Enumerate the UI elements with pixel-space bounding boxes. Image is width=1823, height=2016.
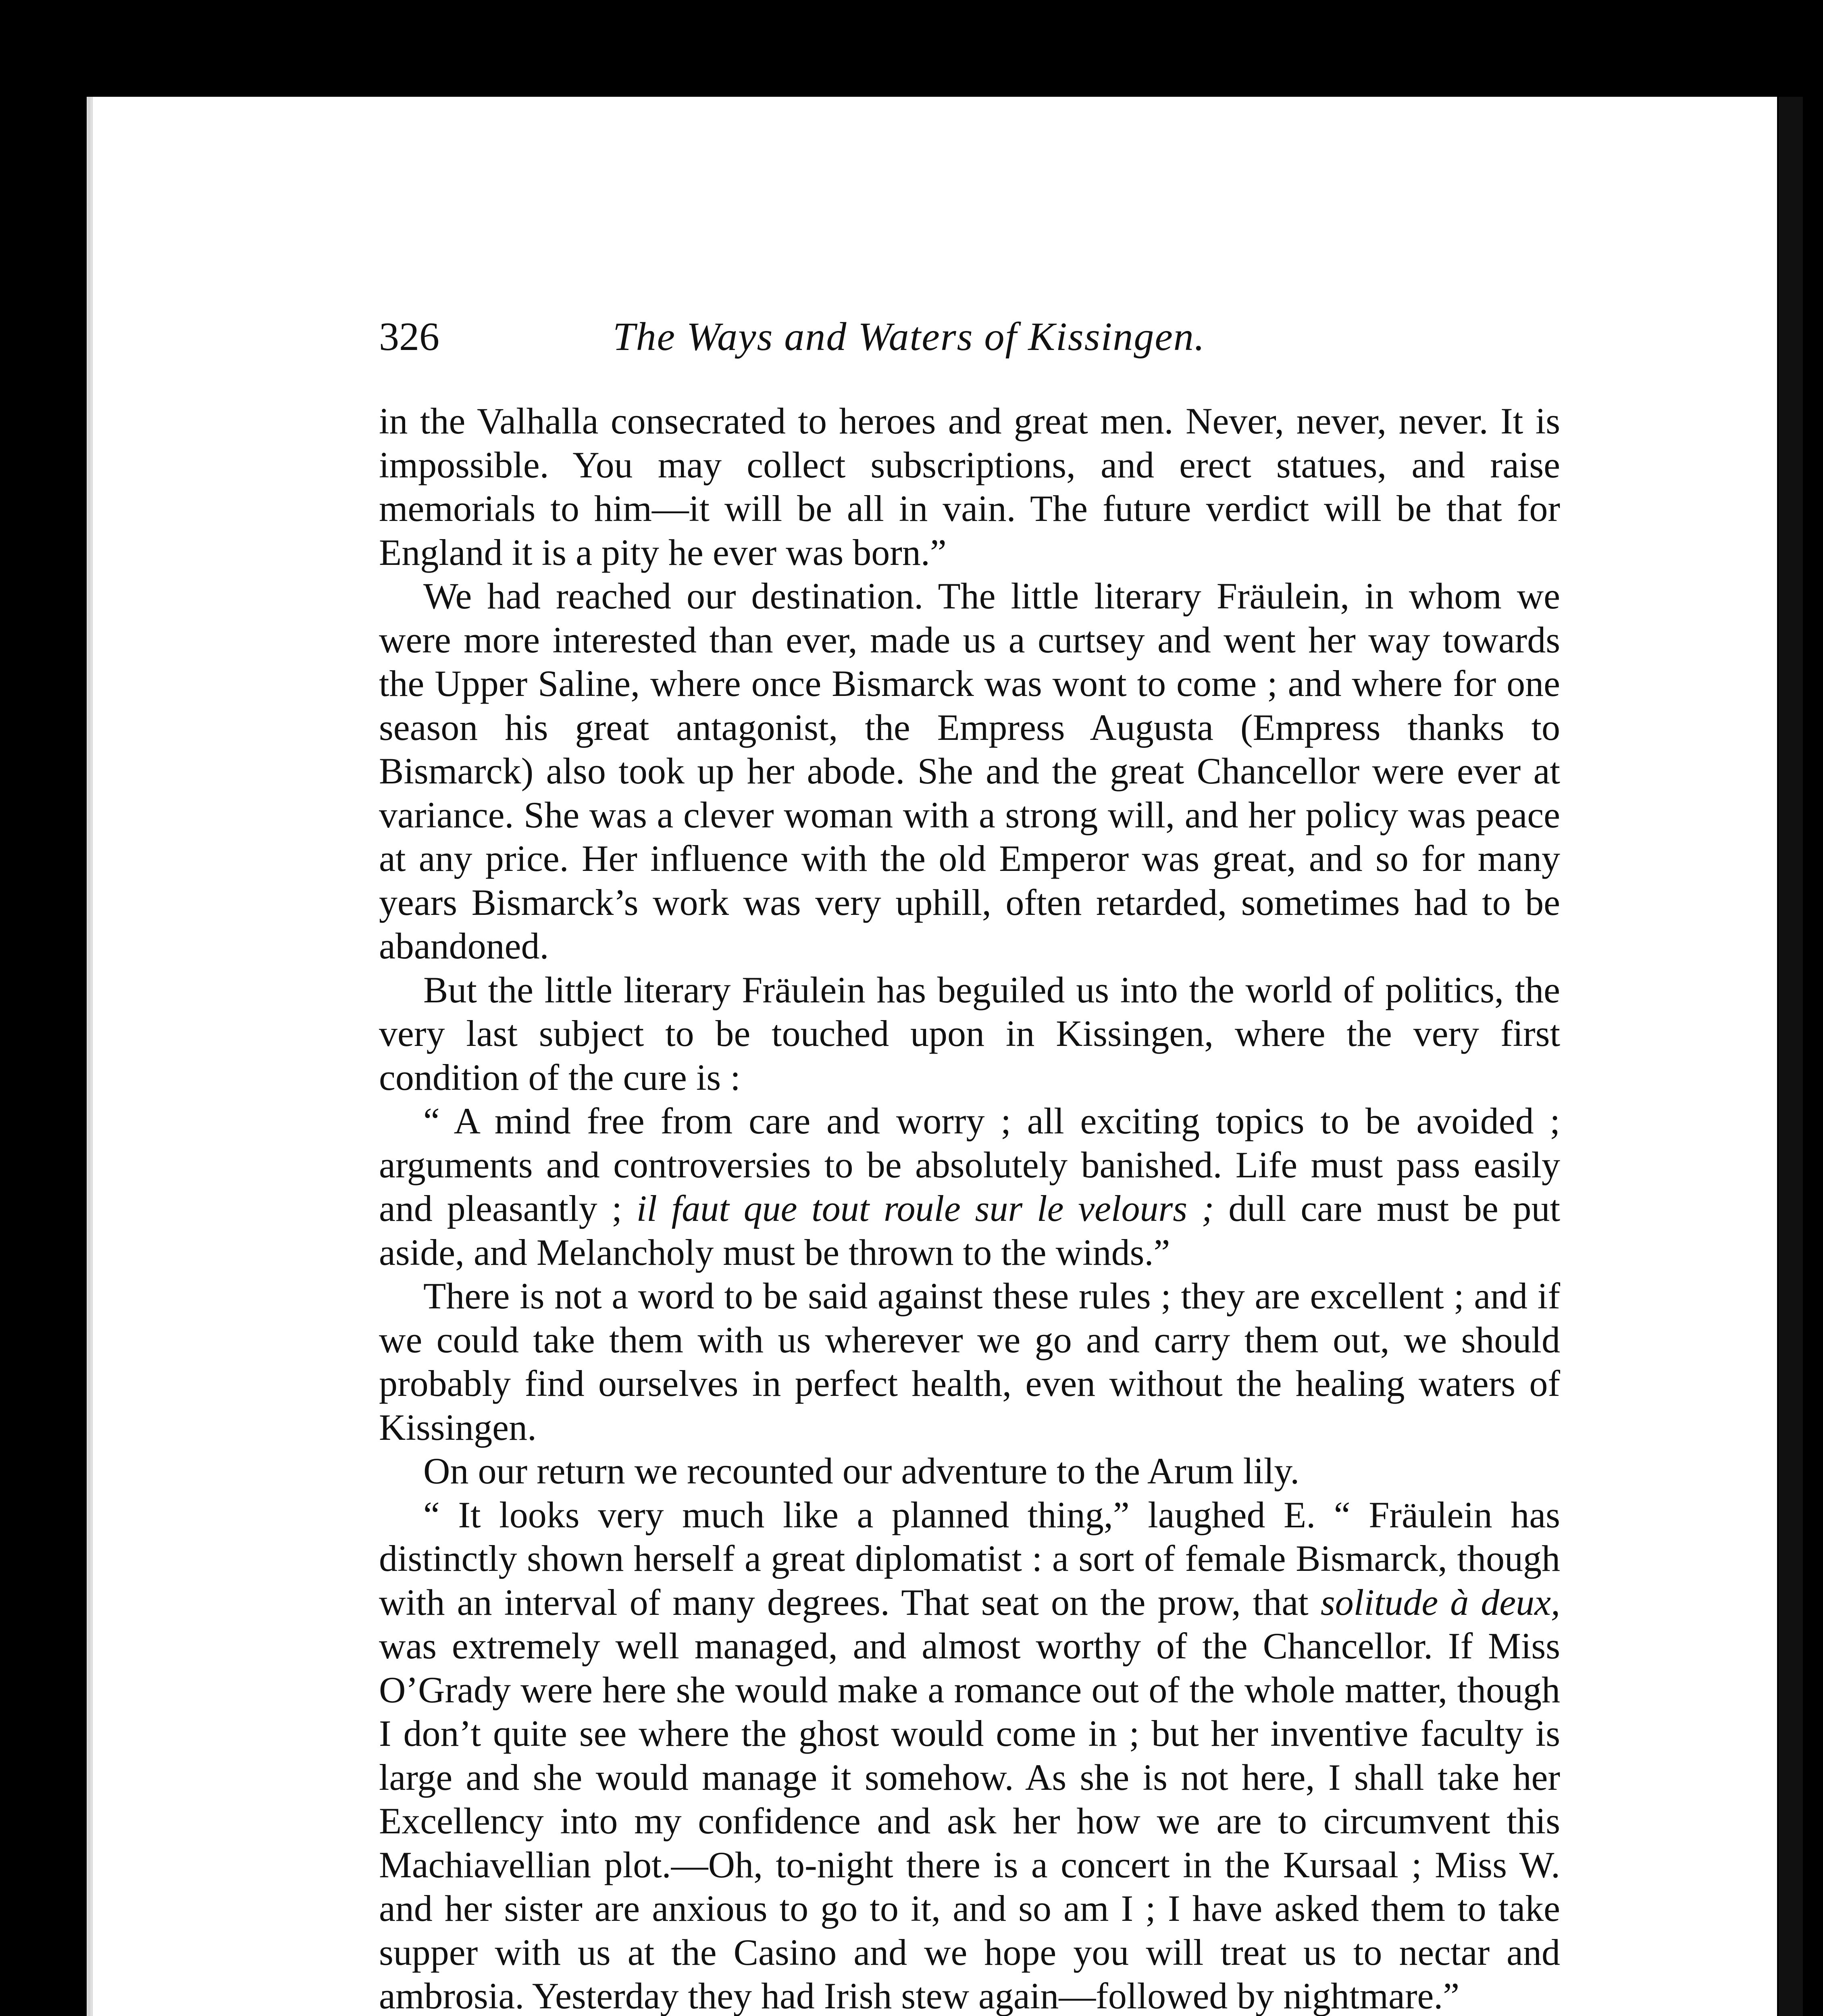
- page-body: [379, 399, 1560, 2016]
- paragraph: But the little literary Fräulein has beguiled us into the world of politics, the very last subject to be touched upon in Kissingen, where the very first condition of the cure is :: [379, 969, 1560, 1098]
- quoted-rules: [379, 1099, 1560, 1274]
- final-paragraph: [379, 1493, 1560, 2016]
- running-title: The Ways and Waters of Kissingen.: [613, 314, 1205, 359]
- paragraph: On our return we recounted our adventure to the Arum lily.: [423, 1450, 1300, 1491]
- page-number: 326: [379, 314, 439, 359]
- paragraph: There is not a word to be said against these rules ; they are excellent ; and if we could take them with us wherever we go and carry them out, we should probably find ourselves in perfect health, even without the healing waters of Kissingen.: [379, 1275, 1560, 1448]
- final-text: “ It looks very much like a planned thing,” laughed E. “ Fräulein has distinctly shown herself a great diplomatist : a sort of female Bismarck, though with an interval of many degrees. That seat on the prow, that: [379, 1494, 1560, 1623]
- paragraph: We had reached our destination. The little literary Fräulein, in whom we were more interested than ever, made us a curtsey and went her way towards the Upper Saline, where once Bismarck was wont to come ; and where for one season his great antagonist, the Empress Augusta (Empress thanks to Bismarck) also took up her abode. She and the great Chancellor were ever at variance. She was a clever woman with a strong will, and her policy was peace at any price. Her influence with the old Emperor was great, and so for many years Bismarck’s work was very uphill, often retarded, sometimes had to be abandoned.: [379, 575, 1560, 966]
- final-text-end: was extremely well managed, and almost worthy of the Chancellor. If Miss O’Grady were here she would make a romance out of the whole matter, though I don’t quite see where the ghost would come in ; but her inventive faculty is large and she would manage it somehow. As she is not here, I shall take her Excellency into my confidence and ask her how we are to circumvent this Machiavellian plot.—Oh, to-night there is a concert in the Kursaal ; Miss W. and her sister are anxious to go to it, and so am I ; I have asked them to take supper with us at the Casino and we hope you will treat us to nectar and ambrosia. Yesterday they had Irish stew again—followed by nightmare.”: [379, 1625, 1560, 2016]
- running-header: [379, 312, 1560, 361]
- paragraph: in the Valhalla consecrated to heroes and great men. Never, never, never. It is impossible. You may collect subscriptions, and erect statues, and raise memorials to him—it will be all in vain. The future verdict will be that for England it is a pity he ever was born.”: [379, 400, 1560, 573]
- facing-page-edge: [1779, 97, 1803, 2016]
- quote-text: “ A mind free from care and worry ; all exciting topics to be avoided ; arguments and controversies to be absolutely banished. Life must pass easily and pleasantly ;: [379, 1100, 1560, 1229]
- final-french-italic: solitude à deux,: [1320, 1581, 1560, 1623]
- quote-french-italic: il faut que tout roule sur le velours ;: [636, 1188, 1214, 1229]
- quote-text-end: dull care must be put aside, and Melancholy must be thrown to the winds.”: [379, 1188, 1561, 1273]
